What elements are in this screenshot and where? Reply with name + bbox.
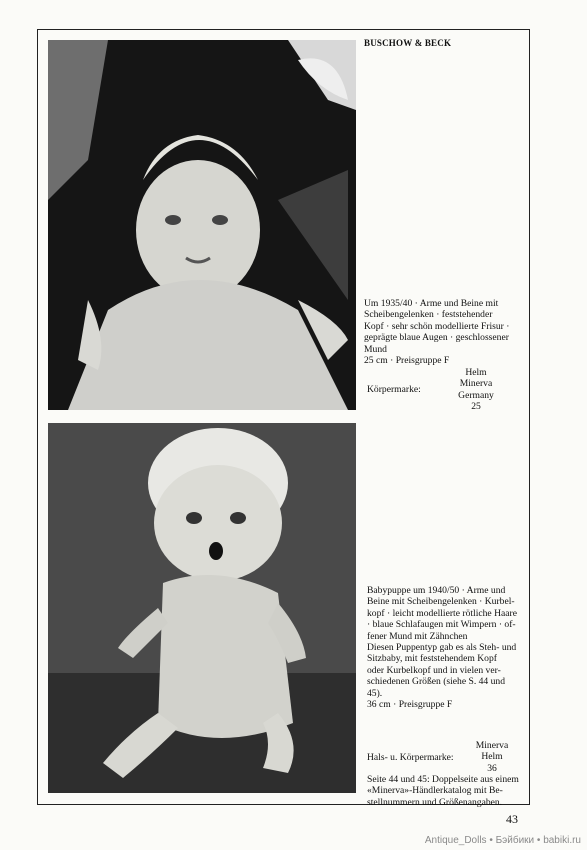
caption-doll-1 <box>364 298 524 366</box>
caption-catalog-note <box>367 774 525 808</box>
caption-line: geprägte blaue Augen · geschlossener <box>364 332 509 344</box>
mark-value: Minerva <box>459 378 493 390</box>
caption-line: Mund <box>364 343 387 355</box>
caption-line: fener Mund mit Zähnchen <box>367 630 468 642</box>
caption-line: 25 cm · Preisgruppe F <box>364 355 450 367</box>
caption-line: Sitzbaby, mit feststehendem Kopf <box>367 653 497 665</box>
caption-line: Um 1935/40 · Arme und Beine mit <box>364 298 499 309</box>
caption-doll-2 <box>367 585 525 710</box>
caption-line: · blaue Schlafaugen mit Wimpern · of- <box>367 619 516 631</box>
mark-value: Minerva <box>475 740 509 751</box>
page-header: BUSCHOW & BECK <box>364 38 452 48</box>
caption-line: Beine mit Scheibengelenken · Kurbel- <box>367 596 515 608</box>
caption-line: «Minerva»-Händlerkatalog mit Be- <box>367 785 503 797</box>
caption-line: oder Kurbelkopf und in vielen ver- <box>367 664 501 676</box>
caption-line: Diesen Puppentyp gab es als Steh- und <box>367 642 517 654</box>
mark-value: 36 <box>487 762 497 774</box>
doll-photo-2 <box>48 423 356 793</box>
caption-line: Seite 44 und 45: Doppelseite aus einem <box>367 774 519 785</box>
caption-line: Kopf · sehr schön modellierte Frisur · <box>364 320 510 332</box>
caption-line: Scheibengelenken · feststehender <box>364 309 493 321</box>
page-number: 43 <box>506 812 518 826</box>
caption-line: 36 cm · Preisgruppe F <box>367 699 453 711</box>
caption-line: stellnummern und Größenangaben. <box>367 796 503 808</box>
caption-line: 45). <box>367 687 383 699</box>
mark-value: Germany <box>458 389 494 401</box>
mark-value: Helm <box>481 751 503 763</box>
neck-body-mark-label: Hals- u. Körpermarke: <box>367 752 454 763</box>
mark-value: 25 <box>471 401 481 413</box>
caption-line: Babypuppe um 1940/50 · Arme und <box>367 585 506 596</box>
doll-photo-1 <box>48 40 356 410</box>
caption-line: kopf · leicht modellierte rötliche Haare <box>367 607 517 619</box>
caption-line: schiedenen Größen (siehe S. 44 und <box>367 676 506 688</box>
body-mark-label-1: Körpermarke: <box>367 384 421 395</box>
body-mark-values-1 <box>443 367 509 413</box>
watermark: Antique_Dolls • Бэйбики • babiki.ru <box>424 835 581 846</box>
neck-body-mark-values <box>459 740 525 774</box>
mark-value: Helm <box>465 367 487 378</box>
